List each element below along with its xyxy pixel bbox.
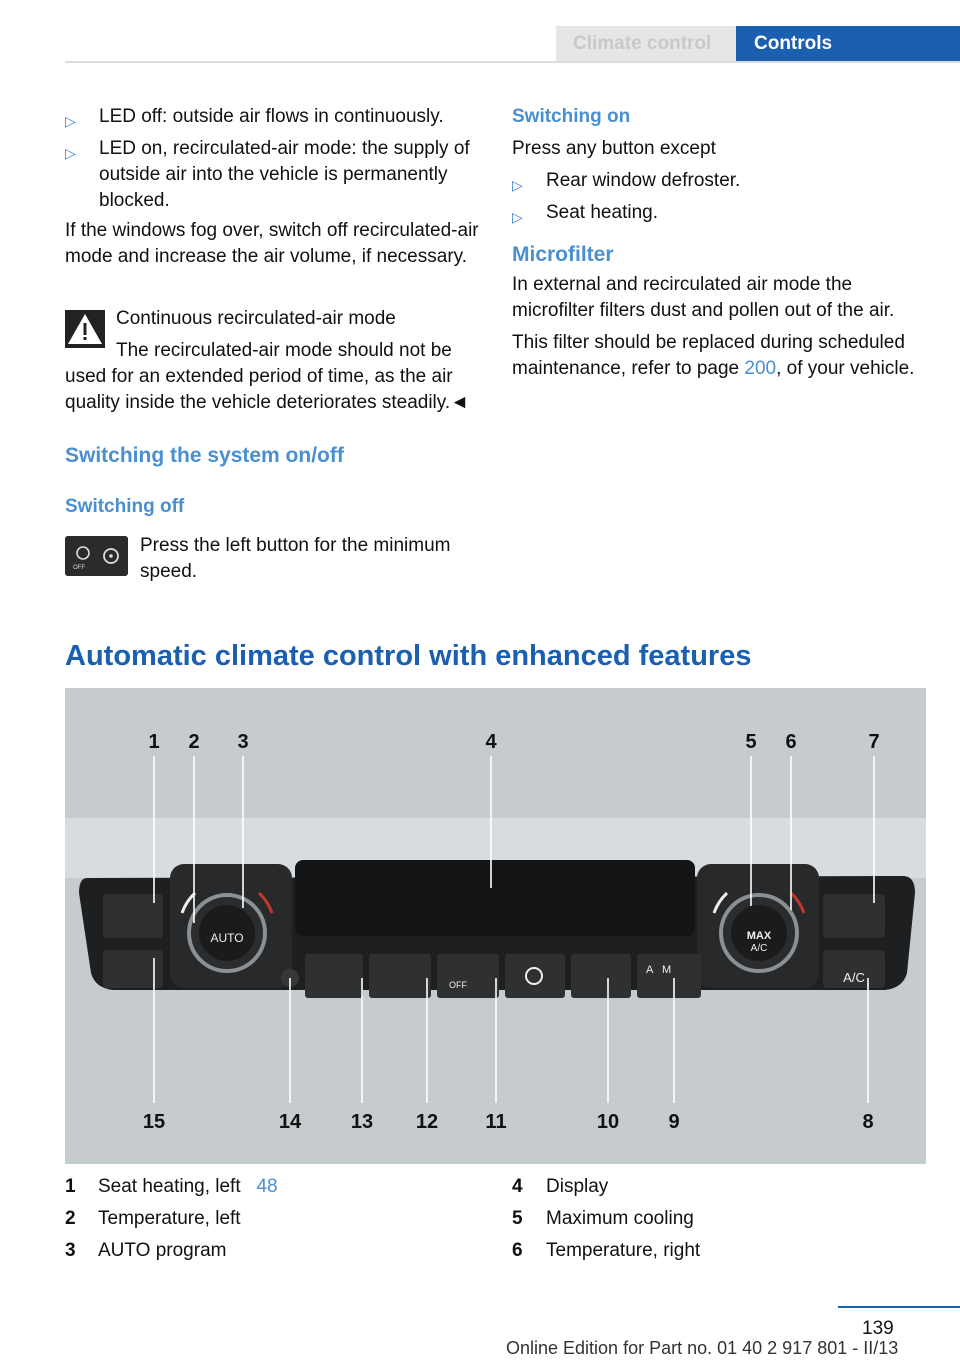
legend-number: 6 <box>512 1240 523 1261</box>
legend-number: 1 <box>65 1176 76 1197</box>
fan-off-button-icon <box>65 536 128 576</box>
list-item <box>65 104 485 130</box>
warning-text: The recirculated-air mode should not be used for an extended period of time, as the air quality inside the vehicle deteriorates steadily.◄ <box>65 340 469 413</box>
a-label: A <box>646 964 654 976</box>
climate-panel-figure <box>65 688 926 1164</box>
switching-off-title: Switching off <box>65 496 185 517</box>
legend-label: Display <box>546 1176 609 1197</box>
page-reference-link[interactable]: 200 <box>744 358 777 379</box>
header-chapter-tab[interactable] <box>736 26 960 62</box>
bullet-text: LED off: outside air flows in continuously. <box>99 106 444 127</box>
right-column <box>512 104 932 382</box>
bullet-arrow-icon: ▷ <box>512 177 523 193</box>
header-section-tab[interactable] <box>556 26 736 62</box>
callout-9: 9 <box>668 1111 680 1133</box>
ac-label: A/C <box>843 970 865 985</box>
bullet-arrow-icon: ▷ <box>512 209 523 225</box>
microfilter-paragraph: In external and recirculated air mode the microfilter filters dust and pollen out of the air. <box>512 274 895 321</box>
max-ac-label: A/C <box>750 943 768 954</box>
callout-5: 5 <box>745 731 757 753</box>
auto-label: AUTO <box>210 931 244 945</box>
switching-off-text: Press the left button for the minimum speed. <box>140 535 451 582</box>
header-chapter-label: Controls <box>754 33 833 54</box>
header-section-label: Climate control <box>573 33 712 54</box>
bullet-text: LED on, recirculated-air mode: the supply of outside air into the vehicle is permanently blocked. <box>99 138 470 211</box>
legend-label: AUTO program <box>98 1240 227 1261</box>
section-title: Switching the system on/off <box>65 444 344 467</box>
legend-label: Seat heating, left 48 <box>98 1176 278 1197</box>
callout-11: 11 <box>485 1111 507 1133</box>
callout-2: 2 <box>188 731 200 753</box>
warning-title: Continuous recirculated-air mode <box>116 308 396 329</box>
off-label: OFF <box>449 980 467 990</box>
legend-label: Maximum cooling <box>546 1208 694 1229</box>
main-title: Automatic climate control with enhanced features <box>65 640 752 672</box>
bullet-text: Rear window defroster. <box>546 170 741 191</box>
bullet-arrow-icon: ▷ <box>65 145 76 161</box>
callout-12: 12 <box>415 1111 439 1133</box>
footer-edition: Online Edition for Part no. 01 40 2 917 801 - II/13 <box>506 1338 899 1358</box>
list-item <box>65 136 485 214</box>
list-item <box>512 168 932 194</box>
microfilter-replacement-paragraph: This filter should be replaced during scheduled maintenance, refer to page 200, of your vehicle. <box>512 332 915 379</box>
list-item <box>512 200 932 226</box>
callout-15: 15 <box>142 1111 166 1133</box>
footer-rule <box>838 1306 960 1308</box>
callout-14: 14 <box>278 1111 302 1133</box>
callout-13: 13 <box>350 1111 374 1133</box>
callout-6: 6 <box>785 731 797 753</box>
header-rule <box>65 61 960 63</box>
legend-label: Temperature, left <box>98 1208 241 1229</box>
legend-label: Temperature, right <box>546 1240 701 1261</box>
callout-3: 3 <box>237 731 249 753</box>
callout-8: 8 <box>862 1111 874 1133</box>
fan-off-label: OFF <box>73 565 85 571</box>
switching-on-text: Press any button except <box>512 138 716 159</box>
microfilter-title: Microfilter <box>512 243 614 266</box>
callout-1: 1 <box>148 731 160 753</box>
climate-panel-illustration <box>65 688 926 1164</box>
legend-number: 5 <box>512 1208 523 1229</box>
bullet-arrow-icon: ▷ <box>65 113 76 129</box>
page-reference-link[interactable]: 48 <box>256 1176 278 1197</box>
left-column <box>65 104 485 270</box>
fog-paragraph: If the windows fog over, switch off recirculated-air mode and increase the air volume, if necessary. <box>65 220 479 267</box>
max-label: MAX <box>746 930 772 942</box>
callout-4: 4 <box>485 731 497 753</box>
page-number: 139 <box>862 1318 894 1339</box>
callout-7: 7 <box>868 731 880 753</box>
legend-number: 3 <box>65 1240 76 1261</box>
switching-on-title: Switching on <box>512 106 631 127</box>
bullet-text: Seat heating. <box>546 202 658 223</box>
callout-10: 10 <box>596 1111 620 1133</box>
legend-number: 2 <box>65 1208 76 1229</box>
m-label: M <box>662 964 672 976</box>
legend-number: 4 <box>512 1176 523 1197</box>
